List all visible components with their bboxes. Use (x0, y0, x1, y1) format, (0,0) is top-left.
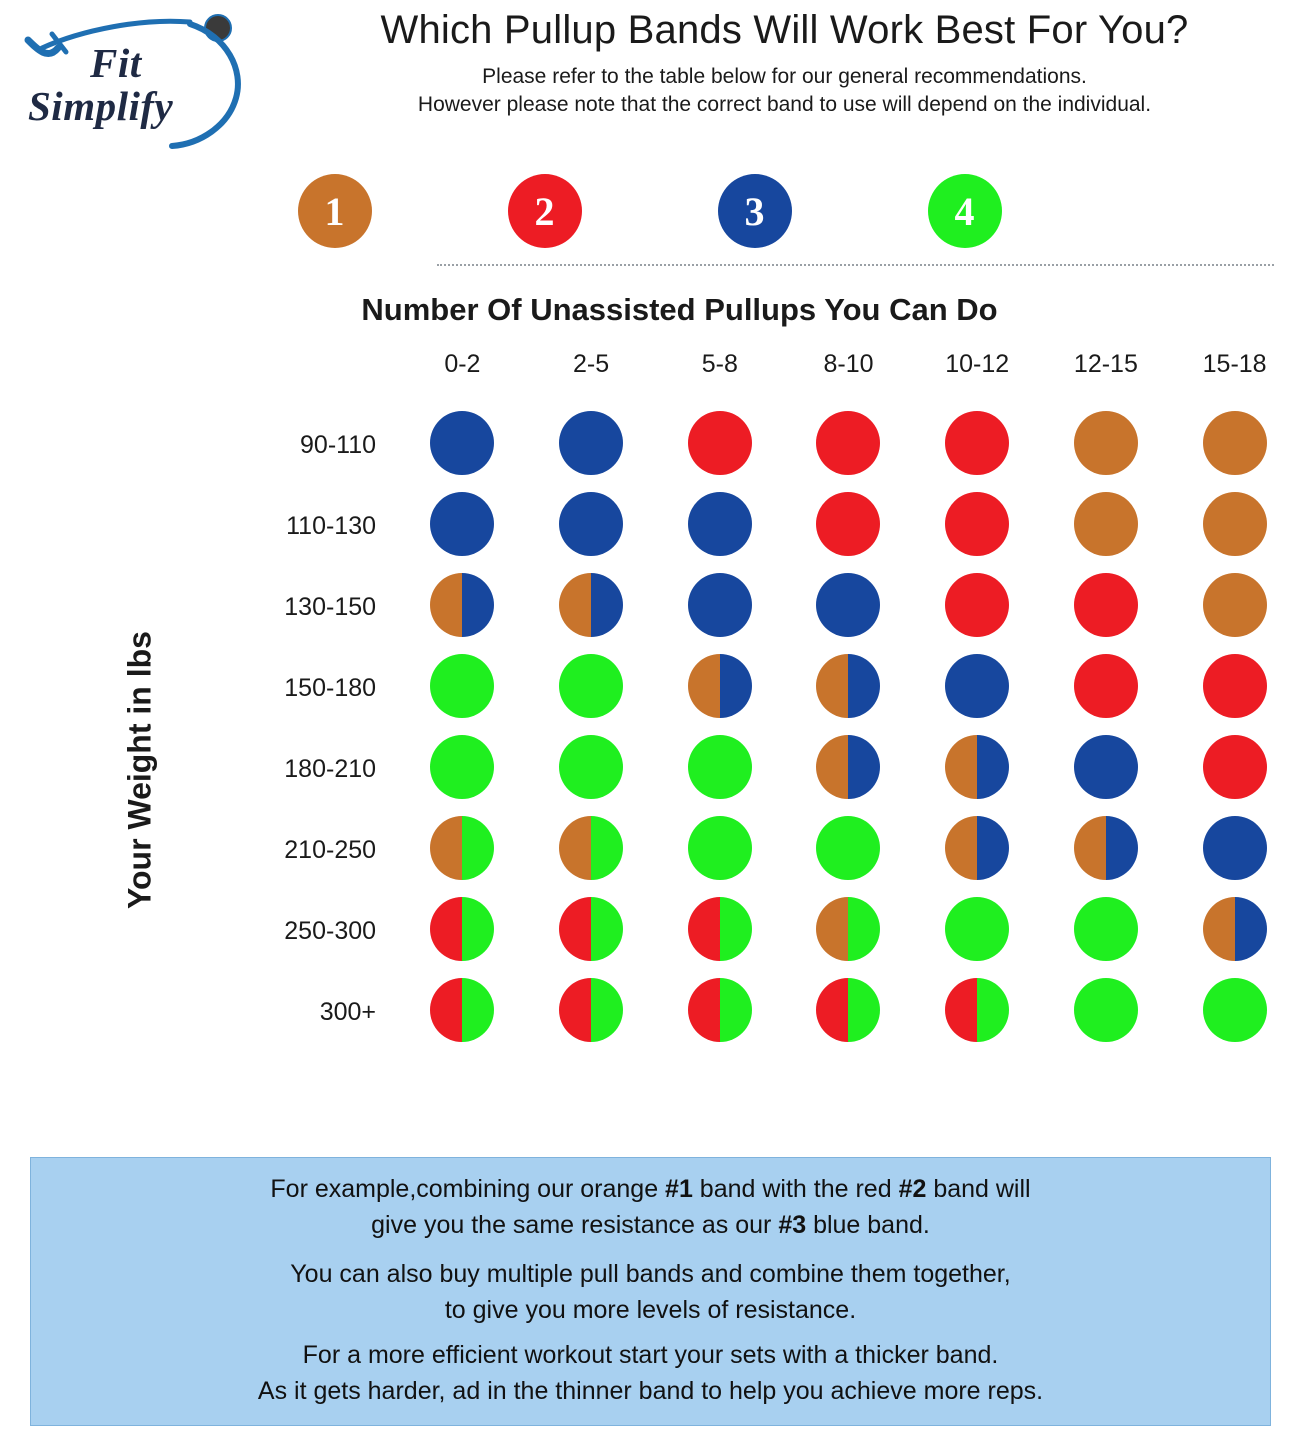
cell-210-250-8-10 (784, 810, 913, 891)
row-header-210-250: 210-250 (284, 836, 377, 864)
dot-orange-blue (688, 654, 752, 718)
header (0, 0, 1299, 160)
cell-250-300-2-5 (527, 891, 656, 972)
cell-150-180-8-10 (784, 648, 913, 729)
dot-green (559, 654, 623, 718)
cell-110-130-10-12 (913, 486, 1042, 567)
dot-red (816, 492, 880, 556)
table-row (175, 891, 1299, 972)
dot-green (945, 897, 1009, 961)
dot-red-green (430, 897, 494, 961)
dot-orange (1074, 411, 1138, 475)
note-text: For example,combining our orange (270, 1175, 666, 1203)
cell-150-180-5-8 (655, 648, 784, 729)
table-row (175, 729, 1299, 810)
band-legend (0, 160, 1299, 270)
dot-red-green (816, 978, 880, 1042)
cell-250-300-8-10 (784, 891, 913, 972)
dot-orange (1203, 411, 1267, 475)
logo-wordmark (28, 42, 173, 128)
table-row (175, 648, 1299, 729)
dot-blue (1203, 816, 1267, 880)
cell-180-210-5-8 (655, 729, 784, 810)
legend-band-number: 4 (954, 188, 975, 234)
chart-title: Number Of Unassisted Pullups You Can Do (361, 292, 998, 327)
note-line-3: You can also buy multiple pull bands and combine them together, (290, 1260, 1011, 1288)
column-header-5-8: 5-8 (701, 350, 738, 378)
cell-210-250-5-8 (655, 810, 784, 891)
dot-orange-blue (816, 735, 880, 799)
dot-green (688, 816, 752, 880)
row-header-110-130: 110-130 (286, 512, 377, 540)
dot-red (1203, 735, 1267, 799)
dot-orange (1203, 492, 1267, 556)
dot-orange-green (430, 816, 494, 880)
dot-red-green (430, 978, 494, 1042)
dot-green (1203, 978, 1267, 1042)
dot-orange-blue (430, 573, 494, 637)
cell-130-150-0-2 (398, 567, 527, 648)
row-header-250-300: 250-300 (284, 917, 377, 945)
note-line-2 (49, 1208, 1252, 1244)
cell-110-130-12-15 (1042, 486, 1171, 567)
cell-180-210-10-12 (913, 729, 1042, 810)
dot-red-green (688, 978, 752, 1042)
dot-red (1074, 573, 1138, 637)
cell-110-130-2-5 (527, 486, 656, 567)
cell-210-250-12-15 (1042, 810, 1171, 891)
dot-red (945, 411, 1009, 475)
legend-band-number: 1 (324, 188, 345, 234)
cell-180-210-12-15 (1042, 729, 1171, 810)
row-header-180-210: 180-210 (284, 755, 377, 783)
dot-orange (1203, 573, 1267, 637)
column-header-15-18: 15-18 (1202, 350, 1267, 378)
cell-300+-5-8 (655, 972, 784, 1053)
dot-blue (430, 492, 494, 556)
cell-300+-2-5 (527, 972, 656, 1053)
cell-180-210-15-18 (1170, 729, 1299, 810)
table-row (175, 405, 1299, 486)
dot-green (1074, 978, 1138, 1042)
title-block (290, 8, 1279, 120)
note-line-5: For a more efficient workout start your sets with a thicker band. (302, 1341, 999, 1369)
cell-210-250-0-2 (398, 810, 527, 891)
dot-red (1203, 654, 1267, 718)
cell-110-130-5-8 (655, 486, 784, 567)
dot-orange-blue (816, 654, 880, 718)
note-line-6: As it gets harder, ad in the thinner band to help you achieve more reps. (257, 1376, 1044, 1405)
cell-250-300-15-18 (1170, 891, 1299, 972)
cell-130-150-12-15 (1042, 567, 1171, 648)
cell-90-110-5-8 (655, 405, 784, 486)
cell-110-130-15-18 (1170, 486, 1299, 567)
dot-blue (1074, 735, 1138, 799)
cell-250-300-5-8 (655, 891, 784, 972)
cell-150-180-15-18 (1170, 648, 1299, 729)
note-text: band will (926, 1175, 1031, 1203)
cell-90-110-15-18 (1170, 405, 1299, 486)
cell-110-130-8-10 (784, 486, 913, 567)
dot-blue (688, 573, 752, 637)
dot-orange-blue (559, 573, 623, 637)
legend-orange-band (298, 174, 372, 248)
dot-green (816, 816, 880, 880)
column-header-12-15: 12-15 (1073, 350, 1138, 378)
column-header-10-12: 10-12 (945, 350, 1010, 378)
cell-130-150-10-12 (913, 567, 1042, 648)
cell-110-130-0-2 (398, 486, 527, 567)
dot-green (1074, 897, 1138, 961)
cell-130-150-8-10 (784, 567, 913, 648)
row-header-150-180: 150-180 (284, 674, 377, 702)
note-text: blue band. (806, 1210, 930, 1239)
cell-90-110-0-2 (398, 405, 527, 486)
cell-150-180-0-2 (398, 648, 527, 729)
note-line-1 (49, 1172, 1252, 1208)
note-text: band with the red (692, 1175, 899, 1203)
legend-blue-band (718, 174, 792, 248)
cell-250-300-12-15 (1042, 891, 1171, 972)
row-header-300+: 300+ (319, 998, 377, 1026)
logo-line-2: Simplify (28, 83, 174, 130)
cell-210-250-15-18 (1170, 810, 1299, 891)
cell-150-180-12-15 (1042, 648, 1171, 729)
note-band-1: #1 (665, 1175, 693, 1203)
dot-red-green (688, 897, 752, 961)
dot-red (945, 573, 1009, 637)
cell-180-210-0-2 (398, 729, 527, 810)
dot-orange-blue (1074, 816, 1138, 880)
dot-orange-blue (1203, 897, 1267, 961)
dot-red (1074, 654, 1138, 718)
dot-orange-green (559, 816, 623, 880)
cell-150-180-2-5 (527, 648, 656, 729)
table-row (175, 567, 1299, 648)
dot-blue (559, 492, 623, 556)
cell-90-110-12-15 (1042, 405, 1171, 486)
row-header-130-150: 130-150 (284, 593, 377, 621)
cell-250-300-0-2 (398, 891, 527, 972)
subtitle-line-1: Please refer to the table below for our general recommendations. (482, 65, 1087, 88)
legend-divider (437, 264, 1274, 266)
brand-logo (10, 4, 270, 154)
legend-band-number: 3 (744, 188, 765, 234)
dot-orange-green (816, 897, 880, 961)
dot-green (430, 735, 494, 799)
table-row (175, 810, 1299, 891)
row-header-90-110: 90-110 (300, 431, 377, 459)
cell-150-180-10-12 (913, 648, 1042, 729)
cell-210-250-2-5 (527, 810, 656, 891)
dot-green (688, 735, 752, 799)
dot-blue (688, 492, 752, 556)
dot-red (945, 492, 1009, 556)
dot-blue (816, 573, 880, 637)
example-note (30, 1157, 1271, 1426)
dot-red-green (945, 978, 1009, 1042)
cell-300+-10-12 (913, 972, 1042, 1053)
dot-green (559, 735, 623, 799)
logo-line-1: Fit (90, 40, 142, 86)
dot-red (816, 411, 880, 475)
note-line-4: to give you more levels of resistance. (444, 1295, 857, 1324)
recommendation-grid (175, 350, 1299, 1053)
dot-orange-blue (945, 816, 1009, 880)
cell-180-210-2-5 (527, 729, 656, 810)
note-band-3: #3 (778, 1210, 807, 1239)
cell-300+-12-15 (1042, 972, 1171, 1053)
cell-250-300-10-12 (913, 891, 1042, 972)
dot-blue (559, 411, 623, 475)
dot-blue (945, 654, 1009, 718)
dot-red-green (559, 897, 623, 961)
legend-red-band (508, 174, 582, 248)
cell-180-210-8-10 (784, 729, 913, 810)
table-row (175, 486, 1299, 567)
note-text: give you the same resistance as our (371, 1210, 779, 1239)
note-band-2: #2 (898, 1175, 927, 1203)
subtitle-line-2: However please note that the correct band to use will depend on the individual. (417, 93, 1152, 117)
cell-300+-15-18 (1170, 972, 1299, 1053)
band-legend-items (0, 160, 1299, 248)
dot-green (430, 654, 494, 718)
cell-90-110-2-5 (527, 405, 656, 486)
legend-green-band (928, 174, 1002, 248)
dot-red (688, 411, 752, 475)
cell-210-250-10-12 (913, 810, 1042, 891)
cell-300+-0-2 (398, 972, 527, 1053)
page-title: Which Pullup Bands Will Work Best For You? (380, 8, 1189, 52)
column-header-2-5: 2-5 (573, 350, 610, 378)
legend-band-number: 2 (534, 188, 555, 234)
cell-130-150-5-8 (655, 567, 784, 648)
cell-130-150-2-5 (527, 567, 656, 648)
cell-90-110-8-10 (784, 405, 913, 486)
cell-130-150-15-18 (1170, 567, 1299, 648)
chart-area (0, 350, 1299, 1090)
dot-blue (430, 411, 494, 475)
dot-orange (1074, 492, 1138, 556)
column-header-8-10: 8-10 (823, 350, 874, 378)
dot-red-green (559, 978, 623, 1042)
cell-300+-8-10 (784, 972, 913, 1053)
dot-orange-blue (945, 735, 1009, 799)
column-header-0-2: 0-2 (444, 350, 481, 378)
table-row (175, 972, 1299, 1053)
y-axis-label: Your Weight in lbs (121, 631, 158, 909)
cell-90-110-10-12 (913, 405, 1042, 486)
grid-corner (175, 350, 398, 405)
